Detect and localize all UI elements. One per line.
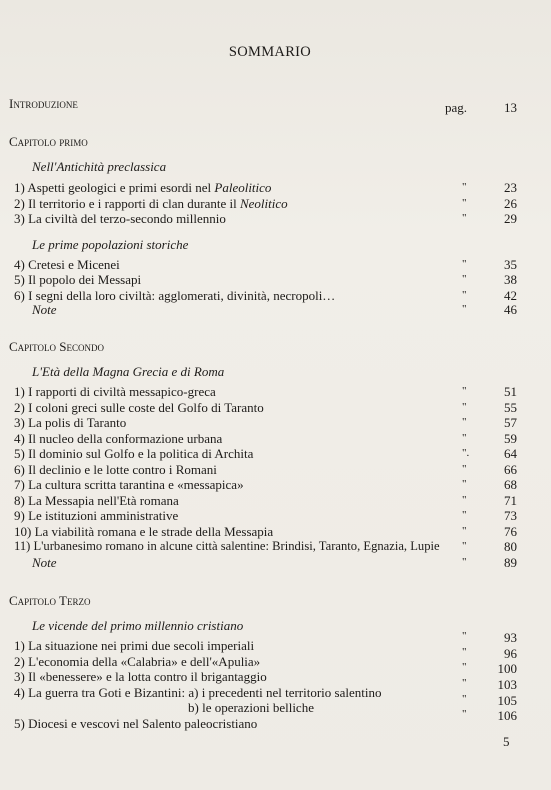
- toc-entry: 5) Diocesi e vescovi nel Salento paleocristiano: [14, 716, 258, 731]
- notes-label: Note: [32, 302, 57, 317]
- pag-label: pag.: [445, 100, 468, 115]
- ditto-mark: ": [462, 646, 467, 658]
- ditto-mark: ": [462, 556, 467, 568]
- ditto-mark: ": [462, 540, 467, 552]
- ditto-mark: ": [462, 693, 467, 705]
- entry-page: 103: [497, 677, 517, 692]
- toc-entry: 5) Il dominio sul Golfo e la politica di Archita: [14, 446, 254, 461]
- ditto-mark: ": [462, 212, 467, 224]
- page-title: SOMMARIO: [228, 44, 312, 60]
- entry-page: 38: [504, 272, 517, 287]
- ditto-mark: ": [462, 630, 467, 642]
- entry-page: 89: [504, 555, 517, 570]
- toc-entry: 2) L'economia della «Calabria» e dell'«Apulia»: [14, 654, 261, 669]
- intro-label: Introduzione: [9, 96, 78, 111]
- ditto-mark: ": [462, 197, 467, 209]
- ditto-mark: ": [462, 303, 467, 315]
- ditto-mark: ": [462, 401, 467, 413]
- notes-label: Note: [32, 555, 57, 570]
- ditto-mark: ": [462, 181, 467, 193]
- entry-page: 26: [504, 196, 517, 211]
- entry-page: 100: [497, 661, 517, 676]
- entry-page: 23: [504, 180, 517, 195]
- entry-page: 57: [504, 415, 517, 430]
- toc-entry: 11) L'urbanesimo romano in alcune città salentine: Brindisi, Taranto, Egnazia, Lupie: [14, 539, 440, 553]
- ditto-mark: ": [462, 432, 467, 444]
- ditto-mark: ": [462, 509, 467, 521]
- ditto-mark: ": [462, 463, 467, 475]
- entry-page: 106: [497, 708, 517, 723]
- section-title: Nell'Antichità preclassica: [32, 159, 167, 174]
- ditto-mark: ": [462, 385, 467, 397]
- toc-entry: 1) La situazione nei primi due secoli imperiali: [14, 638, 255, 653]
- ditto-mark: ": [462, 494, 467, 506]
- toc-entry: 2) Il territorio e i rapporti di clan durante il Neolitico: [14, 196, 288, 211]
- ditto-mark: ": [462, 661, 467, 673]
- toc-entry: 5) Il popolo dei Messapi: [14, 272, 142, 287]
- entry-page: 80: [504, 539, 517, 554]
- entry-page: 29: [504, 211, 517, 226]
- entry-page: 73: [504, 508, 517, 523]
- section-title: L'Età della Magna Grecia e di Roma: [32, 364, 225, 379]
- section-title: Le prime popolazioni storiche: [32, 237, 189, 252]
- entry-page: 55: [504, 400, 517, 415]
- ditto-mark: ": [462, 289, 467, 301]
- toc-entry: 2) I coloni greci sulle coste del Golfo di Taranto: [14, 400, 264, 415]
- toc-entry: b) le operazioni belliche: [188, 700, 314, 715]
- entry-page: 35: [504, 257, 517, 272]
- entry-page: 59: [504, 431, 517, 446]
- toc-entry: 3) Il «benessere» e la lotta contro il brigantaggio: [14, 669, 267, 684]
- chapter-heading: Capitolo Terzo: [9, 593, 91, 608]
- toc-entry: 8) La Messapia nell'Età romana: [14, 493, 179, 508]
- chapter-heading: Capitolo primo: [9, 134, 88, 149]
- ditto-mark: ": [462, 708, 467, 720]
- entry-page: 46: [504, 302, 517, 317]
- entry-page: 68: [504, 477, 517, 492]
- entry-page: 96: [504, 646, 517, 661]
- toc-entry: 1) I rapporti di civiltà messapico-greca: [14, 384, 216, 399]
- toc-entry: 6) I segni della loro civiltà: agglomerati, divinità, necropoli…: [14, 288, 336, 303]
- toc-entry: 7) La cultura scritta tarantina e «messapica»: [14, 477, 244, 492]
- entry-page: 71: [504, 493, 517, 508]
- ditto-mark: ".: [462, 447, 470, 459]
- page-number: 5: [503, 734, 510, 749]
- entry-page: 93: [504, 630, 517, 645]
- intro-page: 13: [504, 100, 517, 115]
- ditto-mark: ": [462, 416, 467, 428]
- toc-entry: 3) La civiltà del terzo-secondo millennio: [14, 211, 226, 226]
- entry-page: 66: [504, 462, 517, 477]
- toc-entry: 6) Il declinio e le lotte contro i Romani: [14, 462, 217, 477]
- toc-entry: 3) La polis di Taranto: [14, 415, 127, 430]
- entry-page: 64: [504, 446, 517, 461]
- chapter-heading: Capitolo Secondo: [9, 339, 104, 354]
- entry-page: 42: [504, 288, 517, 303]
- toc-entry: 9) Le istituzioni amministrative: [14, 508, 179, 523]
- toc-entry: 4) Il nucleo della conformazione urbana: [14, 431, 223, 446]
- entry-page: 51: [504, 384, 517, 399]
- toc-entry: 4) Cretesi e Micenei: [14, 257, 120, 272]
- ditto-mark: ": [462, 258, 467, 270]
- toc-entry: 1) Aspetti geologici e primi esordi nel Paleolitico: [14, 180, 272, 195]
- ditto-mark: ": [462, 525, 467, 537]
- entry-page: 105: [497, 693, 517, 708]
- ditto-mark: ": [462, 478, 467, 490]
- section-title: Le vicende del primo millennio cristiano: [32, 618, 244, 633]
- toc-entry: 10) La viabilità romana e le strade della Messapia: [14, 524, 274, 539]
- toc-entry: 4) La guerra tra Goti e Bizantini: a) i precedenti nel territorio salentino: [14, 685, 382, 700]
- entry-page: 76: [504, 524, 517, 539]
- ditto-mark: ": [462, 273, 467, 285]
- ditto-mark: ": [462, 677, 467, 689]
